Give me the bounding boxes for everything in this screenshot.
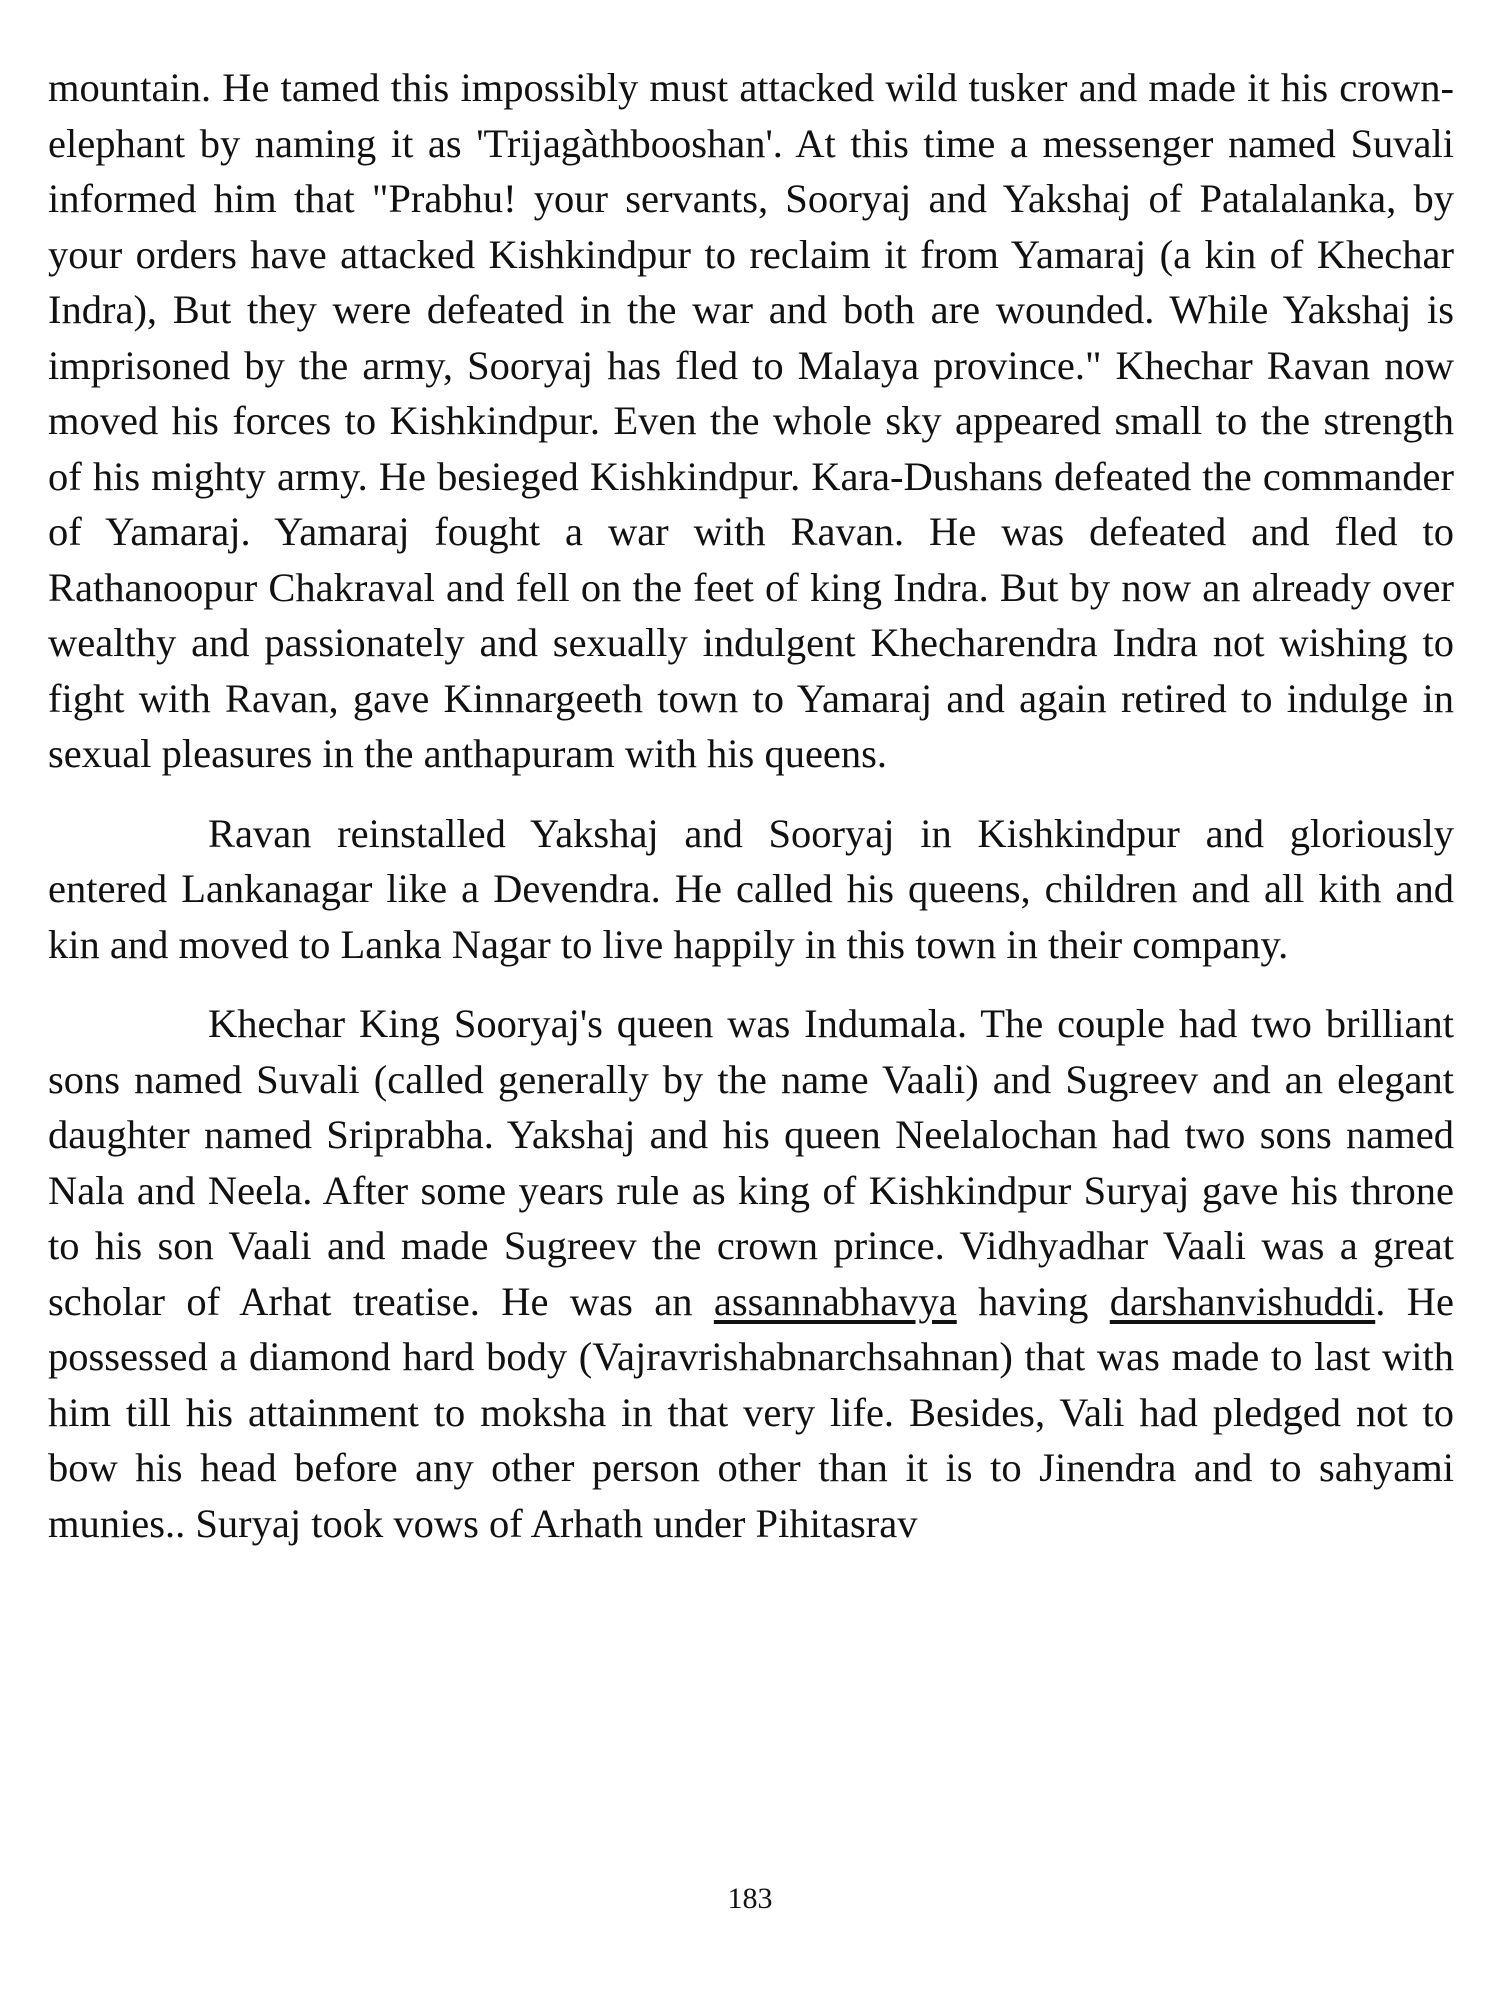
term-darshanvishuddi: darshanvishuddi — [1109, 1278, 1376, 1324]
paragraph-3-text-3: . He possessed a diamond hard body (Vajravrishabnarchsahnan) that was made to last with him till his attainment to moksha in that very life. Besides, Vali had pledged not to bow his head before any other person other than it is to Jinendra and to sahyami munies.. Suryaj took vows of Arhath under Pihitasrav — [48, 1278, 1454, 1546]
page-number: 183 — [727, 1882, 773, 1915]
paragraph-3-text-2: having — [956, 1278, 1110, 1324]
page-body — [48, 60, 1454, 1551]
paragraph-1: mountain. He tamed this impossibly must attacked wild tusker and made it his crown-elephant by naming it as 'Trijagàthbooshan'. At this time a messenger named Suvali informed him that "Prabhu! your servants, Sooryaj and Yakshaj of Patalalanka, by your orders have attacked Kishkindpur to reclaim it from Yamaraj (a kin of Khechar Indra), But they were defeated in the war and both are wounded. While Yakshaj is imprisoned by the army, Sooryaj has fled to Malaya province." Khechar Ravan now moved his forces to Kishkindpur. Even the whole sky appeared small to the strength of his mighty army. He besieged Kishkindpur. Kara-Dushans defeated the commander of Yamaraj. Yamaraj fought a war with Ravan. He was defeated and fled to Rathanoopur Chakraval and fell on the feet of king Indra. But by now an already over wealthy and passionately and sexually indulgent Khecharendra Indra not wishing to fight with Ravan, gave Kinnargeeth town to Yamaraj and again retired to indulge in sexual pleasures in the anthapuram with his queens. — [48, 65, 1454, 776]
paragraph-3-text-1: Khechar King Sooryaj's queen was Indumala. The couple had two brilliant sons named Suvali (called generally by the name Vaali) and Sugreev and an elegant daughter named Sriprabha. Yakshaj and his queen Neelalochan had two sons named Nala and Neela. After some years rule as king of Kishkindpur Suryaj gave his throne to his son Vaali and made Sugreev the crown prince. Vidhyadhar Vaali was a great scholar of Arhat treatise. He was an — [48, 1001, 1454, 1324]
paragraph-2: Ravan reinstalled Yakshaj and Sooryaj in Kishkindpur and gloriously entered Lankanagar like a Devendra. He called his queens, children and all kith and kin and moved to Lanka Nagar to live happily in this town in their company. — [48, 810, 1454, 967]
term-assannabhavya: assannabhavya — [713, 1278, 957, 1324]
paragraph-3 — [48, 996, 1454, 1551]
